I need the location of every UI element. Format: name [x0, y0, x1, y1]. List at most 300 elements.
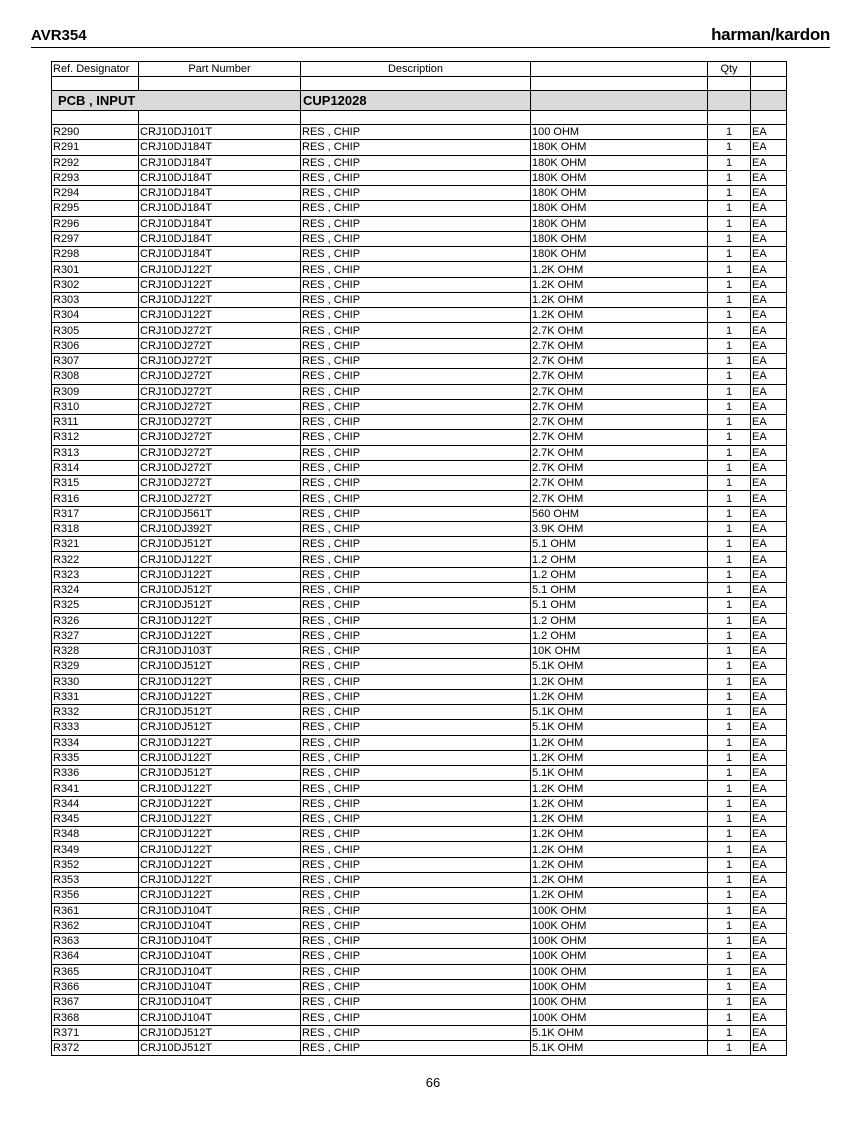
cell-value: 1.2K OHM: [531, 873, 708, 888]
table-row: [52, 384, 787, 399]
cell-unit: EA: [751, 1025, 787, 1040]
cell-unit: EA: [751, 399, 787, 414]
cell-ref-designator: R313: [52, 445, 139, 460]
cell-part-number: CRJ10DJ512T: [139, 720, 301, 735]
cell-part-number: CRJ10DJ122T: [139, 827, 301, 842]
table-row: [52, 399, 787, 414]
cell-part-number: CRJ10DJ122T: [139, 857, 301, 872]
cell-part-number: CRJ10DJ122T: [139, 750, 301, 765]
cell-unit: EA: [751, 796, 787, 811]
cell-value: 1.2K OHM: [531, 857, 708, 872]
cell-unit: EA: [751, 353, 787, 368]
parts-table: [51, 61, 787, 1056]
cell-value: 1.2K OHM: [531, 888, 708, 903]
cell-value: 3.9K OHM: [531, 521, 708, 536]
cell-unit: EA: [751, 582, 787, 597]
cell-value: 2.7K OHM: [531, 384, 708, 399]
table-row: [52, 247, 787, 262]
cell-value: 1.2K OHM: [531, 750, 708, 765]
cell-part-number: CRJ10DJ122T: [139, 781, 301, 796]
cell-unit: EA: [751, 140, 787, 155]
cell-part-number: CRJ10DJ272T: [139, 491, 301, 506]
cell-unit: EA: [751, 720, 787, 735]
cell-description: RES , CHIP: [301, 369, 531, 384]
cell-unit: EA: [751, 323, 787, 338]
cell-part-number: CRJ10DJ184T: [139, 170, 301, 185]
cell-part-number: CRJ10DJ272T: [139, 476, 301, 491]
cell-value: 1.2K OHM: [531, 292, 708, 307]
cell-part-number: CRJ10DJ122T: [139, 262, 301, 277]
cell-part-number: CRJ10DJ561T: [139, 506, 301, 521]
table-row: [52, 781, 787, 796]
cell-unit: EA: [751, 766, 787, 781]
table-row: [52, 430, 787, 445]
cell-description: RES , CHIP: [301, 689, 531, 704]
cell-description: RES , CHIP: [301, 201, 531, 216]
cell-ref-designator: R314: [52, 460, 139, 475]
cell-part-number: CRJ10DJ122T: [139, 689, 301, 704]
table-row: [52, 506, 787, 521]
cell-part-number: CRJ10DJ122T: [139, 308, 301, 323]
cell-part-number: CRJ10DJ512T: [139, 766, 301, 781]
cell-value: 1.2 OHM: [531, 613, 708, 628]
cell-description: RES , CHIP: [301, 445, 531, 460]
cell-unit: EA: [751, 750, 787, 765]
cell-description: RES , CHIP: [301, 934, 531, 949]
cell-part-number: CRJ10DJ104T: [139, 979, 301, 994]
cell-description: RES , CHIP: [301, 857, 531, 872]
cell-description: RES , CHIP: [301, 277, 531, 292]
cell-description: RES , CHIP: [301, 1025, 531, 1040]
cell-ref-designator: R316: [52, 491, 139, 506]
cell-unit: EA: [751, 491, 787, 506]
cell-unit: EA: [751, 735, 787, 750]
cell-ref-designator: R331: [52, 689, 139, 704]
cell-value: 1.2 OHM: [531, 552, 708, 567]
cell-qty: 1: [708, 949, 751, 964]
cell-unit: EA: [751, 674, 787, 689]
cell-value: 1.2K OHM: [531, 827, 708, 842]
cell-description: RES , CHIP: [301, 140, 531, 155]
cell-value: 180K OHM: [531, 201, 708, 216]
cell-part-number: CRJ10DJ512T: [139, 659, 301, 674]
cell-unit: EA: [751, 384, 787, 399]
cell-unit: EA: [751, 827, 787, 842]
cell-qty: 1: [708, 903, 751, 918]
cell-ref-designator: R293: [52, 170, 139, 185]
cell-part-number: CRJ10DJ122T: [139, 811, 301, 826]
header-divider: [31, 47, 830, 48]
cell-unit: EA: [751, 873, 787, 888]
cell-value: 1.2K OHM: [531, 842, 708, 857]
cell-part-number: CRJ10DJ101T: [139, 125, 301, 140]
table-row: [52, 308, 787, 323]
table-row: [52, 842, 787, 857]
cell-part-number: CRJ10DJ122T: [139, 613, 301, 628]
cell-value: 2.7K OHM: [531, 338, 708, 353]
cell-unit: EA: [751, 521, 787, 536]
cell-qty: 1: [708, 445, 751, 460]
cell-qty: 1: [708, 918, 751, 933]
table-row: [52, 903, 787, 918]
cell-unit: EA: [751, 644, 787, 659]
cell-qty: 1: [708, 216, 751, 231]
cell-unit: EA: [751, 292, 787, 307]
cell-description: RES , CHIP: [301, 125, 531, 140]
cell-description: RES , CHIP: [301, 888, 531, 903]
cell-unit: EA: [751, 262, 787, 277]
cell-part-number: CRJ10DJ122T: [139, 873, 301, 888]
table-row: [52, 750, 787, 765]
table-row: [52, 155, 787, 170]
cell-ref-designator: R325: [52, 598, 139, 613]
cell-value: 5.1K OHM: [531, 1040, 708, 1055]
cell-part-number: CRJ10DJ122T: [139, 628, 301, 643]
table-row: [52, 231, 787, 246]
spacer-row: [52, 111, 787, 125]
table-row: [52, 369, 787, 384]
cell-description: RES , CHIP: [301, 918, 531, 933]
cell-value: 2.7K OHM: [531, 445, 708, 460]
cell-unit: EA: [751, 979, 787, 994]
cell-value: 100K OHM: [531, 964, 708, 979]
table-row: [52, 201, 787, 216]
table-row: [52, 766, 787, 781]
cell-qty: 1: [708, 995, 751, 1010]
cell-qty: 1: [708, 582, 751, 597]
cell-ref-designator: R309: [52, 384, 139, 399]
cell-ref-designator: R344: [52, 796, 139, 811]
cell-ref-designator: R356: [52, 888, 139, 903]
cell-description: RES , CHIP: [301, 186, 531, 201]
cell-ref-designator: R368: [52, 1010, 139, 1025]
cell-value: 100K OHM: [531, 995, 708, 1010]
cell-description: RES , CHIP: [301, 796, 531, 811]
cell-value: 2.7K OHM: [531, 369, 708, 384]
cell-part-number: CRJ10DJ122T: [139, 277, 301, 292]
table-row: [52, 552, 787, 567]
cell-ref-designator: R298: [52, 247, 139, 262]
cell-part-number: CRJ10DJ392T: [139, 521, 301, 536]
table-row: [52, 964, 787, 979]
cell-part-number: CRJ10DJ272T: [139, 430, 301, 445]
table-row: [52, 979, 787, 994]
table-row: [52, 811, 787, 826]
cell-ref-designator: R306: [52, 338, 139, 353]
cell-description: RES , CHIP: [301, 247, 531, 262]
cell-value: 2.7K OHM: [531, 430, 708, 445]
cell-description: RES , CHIP: [301, 506, 531, 521]
cell-qty: 1: [708, 521, 751, 536]
cell-description: RES , CHIP: [301, 705, 531, 720]
cell-ref-designator: R290: [52, 125, 139, 140]
cell-unit: EA: [751, 918, 787, 933]
cell-ref-designator: R349: [52, 842, 139, 857]
cell-qty: 1: [708, 1010, 751, 1025]
page-number: 66: [425, 1075, 441, 1090]
cell-description: RES , CHIP: [301, 873, 531, 888]
cell-qty: 1: [708, 857, 751, 872]
cell-ref-designator: R328: [52, 644, 139, 659]
cell-description: RES , CHIP: [301, 659, 531, 674]
cell-value: 1.2 OHM: [531, 567, 708, 582]
cell-part-number: CRJ10DJ103T: [139, 644, 301, 659]
cell-ref-designator: R305: [52, 323, 139, 338]
cell-value: 100K OHM: [531, 1010, 708, 1025]
cell-ref-designator: R330: [52, 674, 139, 689]
cell-part-number: CRJ10DJ184T: [139, 231, 301, 246]
cell-unit: EA: [751, 537, 787, 552]
cell-ref-designator: R310: [52, 399, 139, 414]
cell-part-number: CRJ10DJ272T: [139, 445, 301, 460]
cell-qty: 1: [708, 460, 751, 475]
cell-unit: EA: [751, 598, 787, 613]
cell-ref-designator: R317: [52, 506, 139, 521]
cell-value: 100K OHM: [531, 918, 708, 933]
cell-value: 5.1K OHM: [531, 659, 708, 674]
cell-unit: EA: [751, 155, 787, 170]
cell-unit: EA: [751, 1010, 787, 1025]
cell-description: RES , CHIP: [301, 430, 531, 445]
table-row: [52, 659, 787, 674]
table-row: [52, 598, 787, 613]
cell-description: RES , CHIP: [301, 216, 531, 231]
cell-qty: 1: [708, 399, 751, 414]
cell-description: RES , CHIP: [301, 674, 531, 689]
cell-qty: 1: [708, 735, 751, 750]
cell-value: 5.1 OHM: [531, 537, 708, 552]
cell-ref-designator: R366: [52, 979, 139, 994]
cell-qty: 1: [708, 720, 751, 735]
cell-ref-designator: R307: [52, 353, 139, 368]
col-part-number: Part Number: [139, 62, 301, 77]
cell-qty: 1: [708, 201, 751, 216]
cell-part-number: CRJ10DJ122T: [139, 888, 301, 903]
cell-ref-designator: R367: [52, 995, 139, 1010]
cell-part-number: CRJ10DJ104T: [139, 964, 301, 979]
cell-qty: 1: [708, 292, 751, 307]
cell-ref-designator: R361: [52, 903, 139, 918]
cell-qty: 1: [708, 659, 751, 674]
cell-description: RES , CHIP: [301, 460, 531, 475]
cell-description: RES , CHIP: [301, 735, 531, 750]
cell-value: 560 OHM: [531, 506, 708, 521]
cell-unit: EA: [751, 628, 787, 643]
table-row: [52, 1040, 787, 1055]
cell-part-number: CRJ10DJ184T: [139, 216, 301, 231]
cell-description: RES , CHIP: [301, 384, 531, 399]
cell-part-number: CRJ10DJ104T: [139, 934, 301, 949]
cell-qty: 1: [708, 628, 751, 643]
cell-unit: EA: [751, 781, 787, 796]
cell-ref-designator: R303: [52, 292, 139, 307]
cell-value: 180K OHM: [531, 155, 708, 170]
cell-qty: 1: [708, 766, 751, 781]
cell-description: RES , CHIP: [301, 1040, 531, 1055]
cell-ref-designator: R322: [52, 552, 139, 567]
cell-ref-designator: R308: [52, 369, 139, 384]
cell-unit: EA: [751, 934, 787, 949]
cell-part-number: CRJ10DJ272T: [139, 323, 301, 338]
table-row: [52, 888, 787, 903]
cell-description: RES , CHIP: [301, 323, 531, 338]
section-part-number: CUP12028: [301, 91, 531, 111]
cell-part-number: CRJ10DJ512T: [139, 1040, 301, 1055]
cell-qty: 1: [708, 415, 751, 430]
cell-ref-designator: R365: [52, 964, 139, 979]
cell-qty: 1: [708, 369, 751, 384]
cell-description: RES , CHIP: [301, 399, 531, 414]
cell-part-number: CRJ10DJ184T: [139, 186, 301, 201]
table-row: [52, 491, 787, 506]
model-name: AVR354: [31, 27, 87, 44]
table-row: [52, 445, 787, 460]
cell-ref-designator: R353: [52, 873, 139, 888]
table-row: [52, 353, 787, 368]
cell-qty: 1: [708, 934, 751, 949]
cell-qty: 1: [708, 277, 751, 292]
table-row: [52, 1010, 787, 1025]
cell-description: RES , CHIP: [301, 582, 531, 597]
cell-value: 5.1K OHM: [531, 766, 708, 781]
cell-unit: EA: [751, 1040, 787, 1055]
cell-qty: 1: [708, 781, 751, 796]
cell-description: RES , CHIP: [301, 903, 531, 918]
table-row: [52, 705, 787, 720]
cell-value: 1.2K OHM: [531, 811, 708, 826]
cell-value: 2.7K OHM: [531, 460, 708, 475]
cell-ref-designator: R291: [52, 140, 139, 155]
table-row: [52, 735, 787, 750]
cell-qty: 1: [708, 262, 751, 277]
cell-qty: 1: [708, 888, 751, 903]
cell-description: RES , CHIP: [301, 781, 531, 796]
cell-description: RES , CHIP: [301, 750, 531, 765]
cell-unit: EA: [751, 705, 787, 720]
table-row: [52, 674, 787, 689]
col-qty: Qty: [708, 62, 751, 77]
cell-qty: 1: [708, 430, 751, 445]
cell-ref-designator: R297: [52, 231, 139, 246]
cell-value: 1.2K OHM: [531, 277, 708, 292]
cell-value: 180K OHM: [531, 140, 708, 155]
table-row: [52, 521, 787, 536]
cell-value: 180K OHM: [531, 231, 708, 246]
cell-unit: EA: [751, 949, 787, 964]
cell-qty: 1: [708, 353, 751, 368]
table-row: [52, 857, 787, 872]
table-row: [52, 567, 787, 582]
cell-value: 5.1K OHM: [531, 1025, 708, 1040]
cell-description: RES , CHIP: [301, 995, 531, 1010]
cell-qty: 1: [708, 552, 751, 567]
cell-ref-designator: R332: [52, 705, 139, 720]
table-row: [52, 934, 787, 949]
cell-value: 1.2K OHM: [531, 262, 708, 277]
cell-description: RES , CHIP: [301, 964, 531, 979]
table-row: [52, 170, 787, 185]
cell-value: 2.7K OHM: [531, 415, 708, 430]
cell-unit: EA: [751, 552, 787, 567]
cell-unit: EA: [751, 811, 787, 826]
cell-part-number: CRJ10DJ104T: [139, 903, 301, 918]
cell-part-number: CRJ10DJ272T: [139, 353, 301, 368]
cell-value: 1.2 OHM: [531, 628, 708, 643]
cell-ref-designator: R334: [52, 735, 139, 750]
cell-qty: 1: [708, 506, 751, 521]
cell-part-number: CRJ10DJ104T: [139, 1010, 301, 1025]
cell-description: RES , CHIP: [301, 567, 531, 582]
col-description: Description: [301, 62, 531, 77]
table-row: [52, 323, 787, 338]
cell-qty: 1: [708, 476, 751, 491]
cell-unit: EA: [751, 689, 787, 704]
cell-part-number: CRJ10DJ122T: [139, 567, 301, 582]
cell-description: RES , CHIP: [301, 598, 531, 613]
cell-value: 5.1 OHM: [531, 598, 708, 613]
cell-ref-designator: R292: [52, 155, 139, 170]
cell-part-number: CRJ10DJ512T: [139, 537, 301, 552]
cell-qty: 1: [708, 567, 751, 582]
cell-qty: 1: [708, 125, 751, 140]
cell-description: RES , CHIP: [301, 415, 531, 430]
cell-ref-designator: R364: [52, 949, 139, 964]
cell-part-number: CRJ10DJ272T: [139, 384, 301, 399]
cell-value: 180K OHM: [531, 247, 708, 262]
cell-description: RES , CHIP: [301, 353, 531, 368]
cell-value: 1.2K OHM: [531, 689, 708, 704]
cell-part-number: CRJ10DJ512T: [139, 582, 301, 597]
table-row: [52, 918, 787, 933]
table-row: [52, 827, 787, 842]
cell-part-number: CRJ10DJ122T: [139, 842, 301, 857]
cell-ref-designator: R301: [52, 262, 139, 277]
cell-qty: 1: [708, 705, 751, 720]
cell-unit: EA: [751, 125, 787, 140]
cell-ref-designator: R348: [52, 827, 139, 842]
table-row: [52, 995, 787, 1010]
cell-unit: EA: [751, 888, 787, 903]
table-row: [52, 186, 787, 201]
cell-unit: EA: [751, 338, 787, 353]
cell-description: RES , CHIP: [301, 1010, 531, 1025]
section-row: [52, 91, 787, 111]
cell-part-number: CRJ10DJ122T: [139, 674, 301, 689]
cell-value: 5.1K OHM: [531, 705, 708, 720]
cell-description: RES , CHIP: [301, 491, 531, 506]
cell-qty: 1: [708, 674, 751, 689]
cell-ref-designator: R372: [52, 1040, 139, 1055]
table-header-row: [52, 62, 787, 77]
cell-description: RES , CHIP: [301, 613, 531, 628]
cell-ref-designator: R315: [52, 476, 139, 491]
table-row: [52, 644, 787, 659]
cell-part-number: CRJ10DJ272T: [139, 369, 301, 384]
cell-value: 100 OHM: [531, 125, 708, 140]
cell-ref-designator: R329: [52, 659, 139, 674]
cell-unit: EA: [751, 216, 787, 231]
col-ref-designator: Ref. Designator: [52, 62, 139, 77]
cell-value: 2.7K OHM: [531, 323, 708, 338]
cell-description: RES , CHIP: [301, 811, 531, 826]
table-row: [52, 125, 787, 140]
cell-unit: EA: [751, 186, 787, 201]
cell-description: RES , CHIP: [301, 628, 531, 643]
cell-ref-designator: R335: [52, 750, 139, 765]
cell-qty: 1: [708, 308, 751, 323]
cell-value: 180K OHM: [531, 216, 708, 231]
cell-unit: EA: [751, 506, 787, 521]
